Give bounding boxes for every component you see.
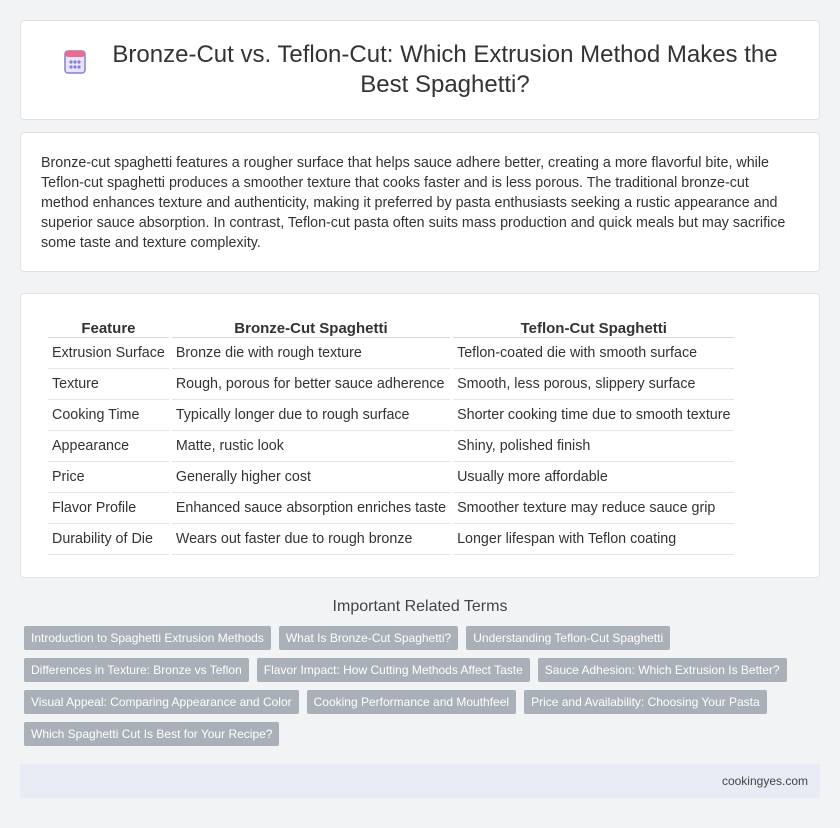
related-tag[interactable]: Visual Appeal: Comparing Appearance and Color bbox=[24, 690, 299, 714]
table-cell: Shiny, polished finish bbox=[453, 431, 734, 462]
intro-paragraph: Bronze-cut spaghetti features a rougher surface that helps sauce adhere better, creating a more flavorful bite, while Teflon-cut spaghetti produces a smoother texture that cooks faster and is less porous. The traditional bronze-cut method enhances texture and authenticity, making it preferred by pasta enthusiasts seeking a rustic appearance and superior sauce absorption. In contrast, Teflon-cut pasta often suits mass production and quick meals but may sacrifice some taste and texture complexity. bbox=[41, 155, 786, 251]
column-header-feature: Feature bbox=[48, 316, 169, 338]
intro-card bbox=[20, 132, 820, 272]
table-cell: Durability of Die bbox=[48, 524, 169, 555]
related-tag[interactable]: Cooking Performance and Mouthfeel bbox=[307, 690, 516, 714]
table-cell: Appearance bbox=[48, 431, 169, 462]
table-cell: Smooth, less porous, slippery surface bbox=[453, 369, 734, 400]
column-header-teflon: Teflon-Cut Spaghetti bbox=[453, 316, 734, 338]
column-header-bronze: Bronze-Cut Spaghetti bbox=[172, 316, 450, 338]
table-header-row bbox=[48, 316, 734, 338]
related-tag[interactable]: Flavor Impact: How Cutting Methods Affect Taste bbox=[257, 658, 530, 682]
related-tag[interactable]: What Is Bronze-Cut Spaghetti? bbox=[279, 626, 458, 650]
table-cell: Enhanced sauce absorption enriches taste bbox=[172, 493, 450, 524]
comparison-card bbox=[20, 293, 820, 578]
table-cell: Smoother texture may reduce sauce grip bbox=[453, 493, 734, 524]
table-row bbox=[48, 462, 734, 493]
comparison-table bbox=[45, 316, 737, 555]
related-tags bbox=[20, 626, 810, 754]
table-cell: Texture bbox=[48, 369, 169, 400]
table-cell: Matte, rustic look bbox=[172, 431, 450, 462]
related-tag[interactable]: Introduction to Spaghetti Extrusion Methods bbox=[24, 626, 271, 650]
table-cell: Usually more affordable bbox=[453, 462, 734, 493]
document-icon bbox=[61, 48, 89, 76]
related-tag[interactable]: Which Spaghetti Cut Is Best for Your Recipe? bbox=[24, 722, 279, 746]
table-cell: Generally higher cost bbox=[172, 462, 450, 493]
table-cell: Price bbox=[48, 462, 169, 493]
related-tag[interactable]: Understanding Teflon-Cut Spaghetti bbox=[466, 626, 670, 650]
table-cell: Longer lifespan with Teflon coating bbox=[453, 524, 734, 555]
table-cell: Rough, porous for better sauce adherence bbox=[172, 369, 450, 400]
table-row bbox=[48, 524, 734, 555]
related-tag[interactable]: Differences in Texture: Bronze vs Teflon bbox=[24, 658, 249, 682]
footer bbox=[20, 764, 820, 798]
table-cell: Flavor Profile bbox=[48, 493, 169, 524]
table-cell: Shorter cooking time due to smooth texture bbox=[453, 400, 734, 431]
table-cell: Teflon-coated die with smooth surface bbox=[453, 338, 734, 369]
related-terms-section bbox=[20, 598, 820, 754]
table-row bbox=[48, 431, 734, 462]
page-title: Bronze-Cut vs. Teflon-Cut: Which Extrusion Method Makes the Best Spaghetti? bbox=[112, 41, 778, 98]
footer-site-link[interactable]: cookingyes.com bbox=[721, 774, 808, 788]
title-wrap bbox=[61, 40, 779, 100]
title-card bbox=[20, 20, 820, 120]
table-cell: Wears out faster due to rough bronze bbox=[172, 524, 450, 555]
related-tag[interactable]: Price and Availability: Choosing Your Pasta bbox=[524, 690, 767, 714]
table-cell: Extrusion Surface bbox=[48, 338, 169, 369]
related-terms-heading: Important Related Terms bbox=[332, 598, 508, 615]
table-cell: Cooking Time bbox=[48, 400, 169, 431]
table-row bbox=[48, 493, 734, 524]
table-row bbox=[48, 338, 734, 369]
table-cell: Bronze die with rough texture bbox=[172, 338, 450, 369]
table-cell: Typically longer due to rough surface bbox=[172, 400, 450, 431]
related-tag[interactable]: Sauce Adhesion: Which Extrusion Is Better? bbox=[538, 658, 787, 682]
table-row bbox=[48, 400, 734, 431]
table-row bbox=[48, 369, 734, 400]
